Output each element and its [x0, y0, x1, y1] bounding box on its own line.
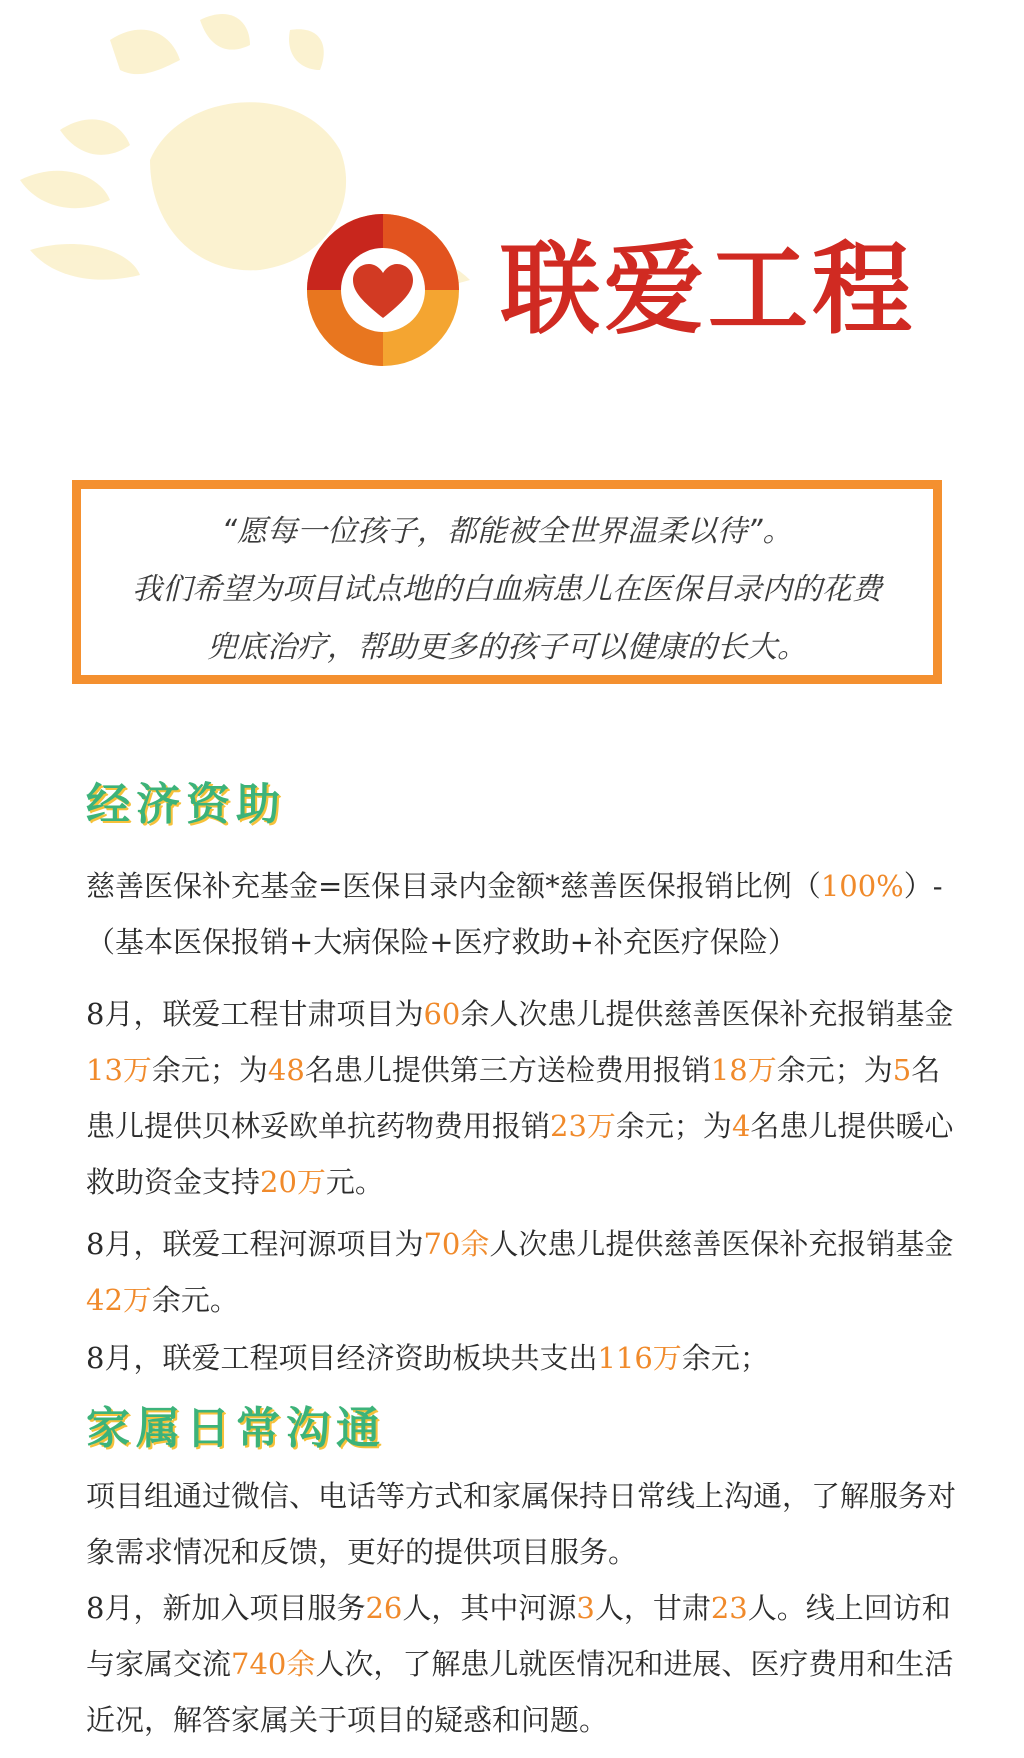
paragraph-text: 人。线上回访和与家属交流	[86, 1591, 951, 1681]
paragraph-text: 余人次患儿提供慈善医保补充报销基金	[460, 997, 954, 1031]
paragraph-text: 人，其中河源	[402, 1591, 577, 1625]
quote-line: 兜底治疗，帮助更多的孩子可以健康的长大。	[207, 630, 807, 665]
paragraph-text: 余元；	[681, 1341, 769, 1375]
paragraph-text: 余元；为	[151, 1053, 268, 1087]
paragraph-text: 名患儿提供第三方送检费用报销	[304, 1053, 711, 1087]
heyuan-paragraph	[86, 1216, 956, 1328]
paragraph-text: 8月，联爱工程甘肃项目为	[86, 997, 424, 1031]
gansu-paragraph	[86, 986, 956, 1210]
paragraph-text: 名患儿提供暖心救助资金支持	[86, 1109, 954, 1199]
communication-paragraph: 项目组通过微信、电话等方式和家属保持日常线上沟通，了解服务对象需求情况和反馈，更好的提供项目服务。	[86, 1479, 957, 1569]
highlight-number: 23万	[550, 1109, 616, 1143]
paragraph-text: 元。	[325, 1165, 384, 1199]
paragraph-text: 余元；为	[615, 1109, 732, 1143]
quote-line: “愿每一位孩子，都能被全世界温柔以待”。	[221, 514, 793, 549]
total-paragraph	[86, 1330, 956, 1386]
paragraph-text: 人次，了解患儿就医情况和进展、医疗费用和生活近况，解答家属关于项目的疑惑和问题。	[86, 1647, 954, 1737]
highlight-number: 100%	[820, 869, 904, 903]
paragraph-text: 余元；为	[776, 1053, 893, 1087]
highlight-number: 13万	[86, 1053, 152, 1087]
new-members-paragraph	[86, 1580, 956, 1748]
highlight-number: 70余	[423, 1227, 490, 1261]
highlight-number: 116万	[597, 1341, 682, 1375]
paragraph-text: 慈善医保补充基金=医保目录内金额*慈善医保报销比例（	[86, 869, 821, 903]
paragraph-text: 8月，新加入项目服务	[86, 1591, 366, 1625]
highlight-number: 18万	[710, 1053, 777, 1087]
paragraph-text: 人，甘肃	[594, 1591, 711, 1625]
quote-line: 我们希望为项目试点地的白血病患儿在医保目录内的花费	[132, 572, 882, 607]
highlight-number: 740余	[231, 1647, 316, 1681]
logo-title: 联爱工程	[500, 231, 916, 348]
section-heading-economic-aid: 经济资助	[86, 779, 286, 830]
highlight-number: 48	[267, 1053, 305, 1087]
highlight-number: 5	[892, 1053, 912, 1087]
paragraph-text: 8月，联爱工程河源项目为	[86, 1227, 424, 1261]
quote-box	[72, 480, 942, 684]
highlight-number: 42万	[86, 1283, 152, 1317]
paragraph-text: 8月，联爱工程项目经济资助板块共支出	[86, 1341, 598, 1375]
highlight-number: 23	[710, 1591, 748, 1625]
highlight-number: 20万	[260, 1165, 326, 1199]
highlight-number: 60	[423, 997, 461, 1031]
heart-pinwheel-icon	[303, 210, 463, 370]
formula-paragraph	[86, 858, 956, 970]
highlight-number: 4	[731, 1109, 751, 1143]
section-heading-family-communication: 家属日常沟通	[86, 1403, 386, 1454]
paragraph-text: 人次患儿提供慈善医保补充报销基金	[489, 1227, 954, 1261]
highlight-number: 3	[576, 1591, 595, 1625]
paragraph-text: 余元。	[151, 1283, 239, 1317]
paragraph-text: 名患儿提供贝林妥欧单抗药物费用报销	[86, 1053, 941, 1143]
paragraph-text: ）-（基本医保报销+大病保险+医疗救助+补充医疗保险）	[86, 869, 943, 959]
highlight-number: 26	[365, 1591, 403, 1625]
